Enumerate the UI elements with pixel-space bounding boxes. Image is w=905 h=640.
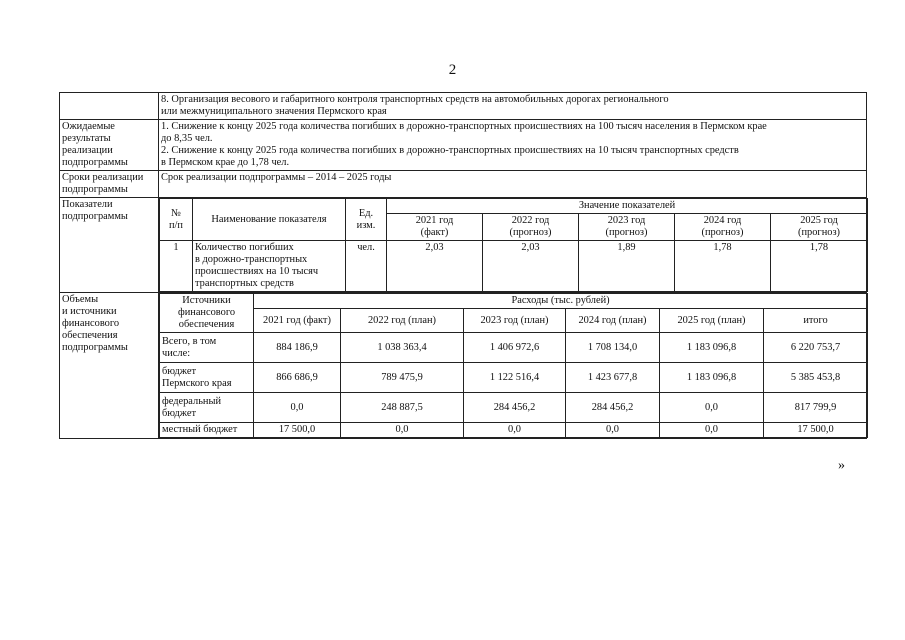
finance-cell <box>159 293 867 439</box>
results-label: Ожидаемые результаты реализации подпрограммы <box>60 120 159 171</box>
finance-data-row <box>160 333 868 363</box>
finance-value: 1 423 677,8 <box>566 363 660 393</box>
finance-value: 1 038 363,4 <box>341 333 464 363</box>
finance-value: 0,0 <box>254 393 341 423</box>
indicator-unit-header: Ед. изм. <box>346 199 387 241</box>
finance-value: 0,0 <box>341 423 464 438</box>
indicator-num-header: № п/п <box>160 199 193 241</box>
finance-value: 0,0 <box>660 423 764 438</box>
finance-value: 0,0 <box>464 423 566 438</box>
finance-row <box>60 293 867 439</box>
finance-data-row <box>160 423 868 438</box>
passport-table <box>59 92 867 439</box>
indicator-year-header: 2024 год (прогноз) <box>675 214 771 241</box>
finance-value: 884 186,9 <box>254 333 341 363</box>
finance-table <box>159 293 868 438</box>
indicator-data-row <box>160 241 868 292</box>
finance-year-header: 2024 год (план) <box>566 309 660 333</box>
task-label-cell <box>60 93 159 120</box>
finance-data-row <box>160 363 868 393</box>
finance-value: 1 708 134,0 <box>566 333 660 363</box>
indicators-cell <box>159 198 867 293</box>
indicator-values-header: Значение показателей <box>387 199 868 214</box>
finance-value: 5 385 453,8 <box>764 363 868 393</box>
finance-value: 1 406 972,6 <box>464 333 566 363</box>
task-text: 8. Организация весового и габаритного контроля транспортных средств на автомобильных дорогах регионального или межмуниципального значения Пермского края <box>159 93 867 120</box>
terms-text: Срок реализации подпрограммы – 2014 – 2025 годы <box>159 171 867 198</box>
finance-value: 0,0 <box>660 393 764 423</box>
indicator-name: Количество погибших в дорожно-транспортных происшествиях на 10 тысяч транспортных средств <box>193 241 346 292</box>
terms-row <box>60 171 867 198</box>
finance-value: 1 183 096,8 <box>660 363 764 393</box>
indicator-value: 1,89 <box>579 241 675 292</box>
finance-value: 866 686,9 <box>254 363 341 393</box>
finance-value: 284 456,2 <box>464 393 566 423</box>
indicator-value: 2,03 <box>387 241 483 292</box>
indicator-year-header: 2023 год (прогноз) <box>579 214 675 241</box>
indicators-table <box>159 198 868 292</box>
finance-value: 284 456,2 <box>566 393 660 423</box>
finance-source: федеральный бюджет <box>160 393 254 423</box>
closing-quote: » <box>838 458 845 473</box>
finance-year-header: 2022 год (план) <box>341 309 464 333</box>
results-text: 1. Снижение к концу 2025 года количества погибших в дорожно-транспортных происшествиях на 100 тысяч населения в Пермском крае до 8,35 чел. 2. Снижение к концу 2025 года количества погибших в дорожно-транспортных происшествиях на 10 тысяч транспортных средств в Пермском крае до 1,78 чел. <box>159 120 867 171</box>
finance-value: 248 887,5 <box>341 393 464 423</box>
finance-years-row <box>160 309 868 333</box>
finance-value: 0,0 <box>566 423 660 438</box>
finance-header-row <box>160 294 868 309</box>
finance-label: Объемы и источники финансового обеспечения подпрограммы <box>60 293 159 439</box>
finance-source: бюджет Пермского края <box>160 363 254 393</box>
indicator-value: 2,03 <box>483 241 579 292</box>
finance-value: 17 500,0 <box>254 423 341 438</box>
indicator-value: 1,78 <box>675 241 771 292</box>
indicator-year-header: 2022 год (прогноз) <box>483 214 579 241</box>
indicators-header-row <box>160 199 868 214</box>
finance-total-header: итого <box>764 309 868 333</box>
page-number: 2 <box>448 62 457 78</box>
finance-source: Всего, в том числе: <box>160 333 254 363</box>
finance-group-header: Расходы (тыс. рублей) <box>254 294 868 309</box>
indicators-label: Показатели подпрограммы <box>60 198 159 293</box>
indicator-unit: чел. <box>346 241 387 292</box>
indicator-num: 1 <box>160 241 193 292</box>
finance-value: 1 122 516,4 <box>464 363 566 393</box>
finance-year-header: 2023 год (план) <box>464 309 566 333</box>
finance-value: 17 500,0 <box>764 423 868 438</box>
finance-value: 789 475,9 <box>341 363 464 393</box>
finance-source: местный бюджет <box>160 423 254 438</box>
results-row <box>60 120 867 171</box>
terms-label: Сроки реализации подпрограммы <box>60 171 159 198</box>
finance-year-header: 2021 год (факт) <box>254 309 341 333</box>
finance-value: 817 799,9 <box>764 393 868 423</box>
finance-year-header: 2025 год (план) <box>660 309 764 333</box>
indicators-row <box>60 198 867 293</box>
finance-data-row <box>160 393 868 423</box>
finance-value: 1 183 096,8 <box>660 333 764 363</box>
task-row <box>60 93 867 120</box>
indicator-year-header: 2021 год (факт) <box>387 214 483 241</box>
finance-source-header: Источники финансового обеспечения <box>160 294 254 333</box>
indicator-value: 1,78 <box>771 241 868 292</box>
indicator-name-header: Наименование показателя <box>193 199 346 241</box>
indicator-year-header: 2025 год (прогноз) <box>771 214 868 241</box>
finance-value: 6 220 753,7 <box>764 333 868 363</box>
